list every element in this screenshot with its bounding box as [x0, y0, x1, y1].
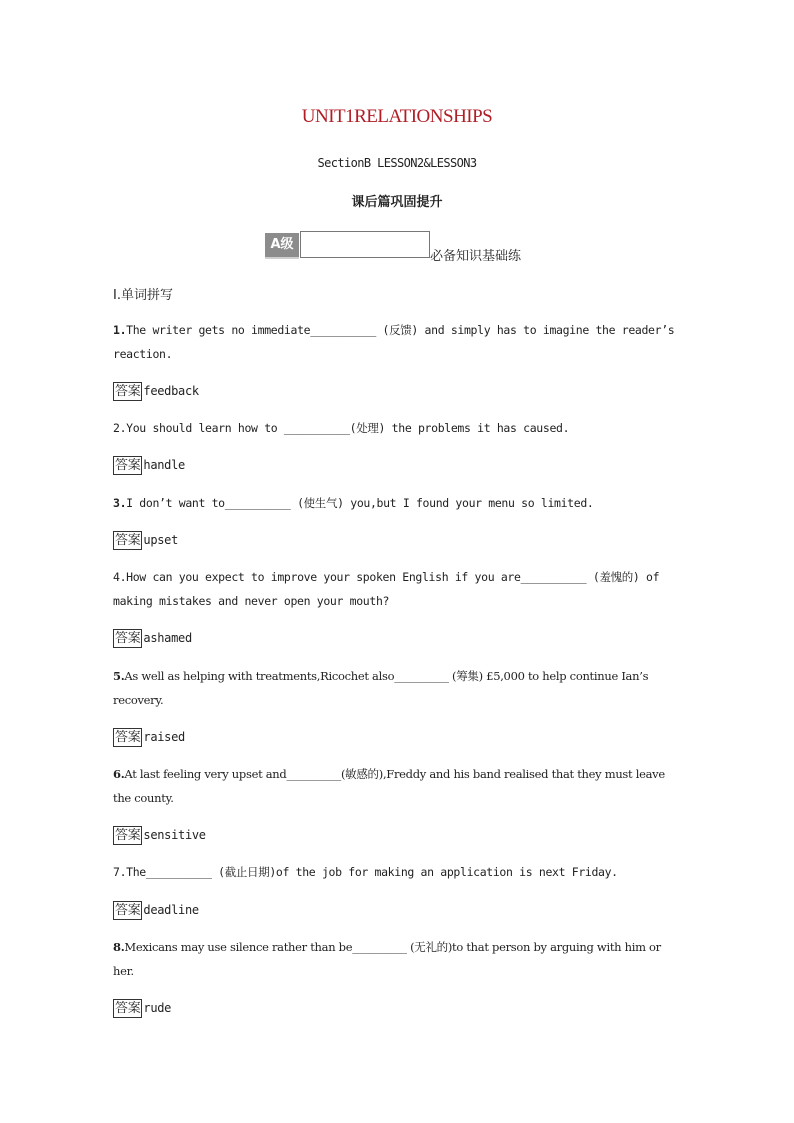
question-text: The writer gets no immediate__________ (反馈) and simply has to imagine the reader’s reaction. [113, 323, 681, 361]
part-heading: Ⅰ.单词拼写 [113, 288, 173, 303]
question-1 [113, 318, 685, 366]
answer-text: rude [143, 1001, 172, 1015]
question-text: As well as helping with treatments,Ricochet also__________ (筹集) £5,000 to help continue Ian’s recovery. [113, 669, 652, 707]
answer-5 [113, 727, 185, 747]
answer-2 [113, 455, 185, 475]
question-text: I don’t want to__________ (使生气) you,but I found your menu so limited. [126, 496, 594, 510]
section-subtitle: SectionB LESSON2&LESSON3 [317, 156, 477, 170]
question-3 [113, 491, 685, 515]
question-number: 8. [113, 940, 125, 954]
question-text: The__________ (截止日期)of the job for making an application is next Friday. [126, 865, 618, 879]
question-text: At last feeling very upset and__________(敏感的),Freddy and his band realised that they must leave the county. [113, 767, 669, 805]
answer-text: upset [143, 533, 179, 547]
question-number: 1. [113, 323, 127, 337]
answer-tag: 答案 [115, 903, 141, 918]
question-text: How can you expect to improve your spoken English if you are__________ (羞愧的) of making mistakes and never open your mouth? [113, 570, 666, 608]
level-badge: A级 [265, 233, 299, 259]
question-number: 7. [113, 865, 127, 879]
answer-text: feedback [143, 384, 199, 398]
after-class-heading: 课后篇巩固提升 [351, 195, 443, 210]
answer-text: ashamed [143, 631, 192, 645]
answer-tag: 答案 [115, 730, 141, 745]
answer-4 [113, 628, 192, 648]
question-4 [113, 565, 685, 613]
question-number: 3. [113, 496, 127, 510]
answer-text: handle [143, 458, 185, 472]
level-label: 必备知识基础练 [430, 249, 522, 264]
answer-text: deadline [143, 903, 199, 917]
question-number: 2. [113, 421, 127, 435]
answer-tag: 答案 [115, 384, 141, 399]
answer-tag: 答案 [115, 533, 141, 548]
page-title: UNIT1RELATIONSHIPS [301, 106, 493, 127]
question-number: 4. [113, 570, 127, 584]
answer-tag: 答案 [115, 458, 141, 473]
answer-tag: 答案 [115, 1001, 141, 1016]
answer-3 [113, 530, 178, 550]
question-8 [113, 935, 685, 983]
answer-8 [113, 998, 171, 1018]
question-number: 6. [113, 767, 125, 781]
answer-tag: 答案 [115, 828, 141, 843]
answer-text: raised [143, 730, 185, 744]
answer-1 [113, 381, 199, 401]
question-text: Mexicans may use silence rather than be__________ (无礼的)to that person by arguing with him or her. [113, 940, 665, 978]
question-6 [113, 762, 685, 810]
answer-7 [113, 900, 199, 920]
question-7 [113, 860, 685, 884]
question-2 [113, 416, 685, 440]
question-text: You should learn how to __________(处理) the problems it has caused. [126, 421, 570, 435]
question-5 [113, 664, 685, 712]
level-label-box [300, 231, 430, 258]
answer-tag: 答案 [115, 631, 141, 646]
answer-text: sensitive [143, 828, 206, 842]
answer-6 [113, 825, 206, 845]
question-number: 5. [113, 669, 125, 683]
